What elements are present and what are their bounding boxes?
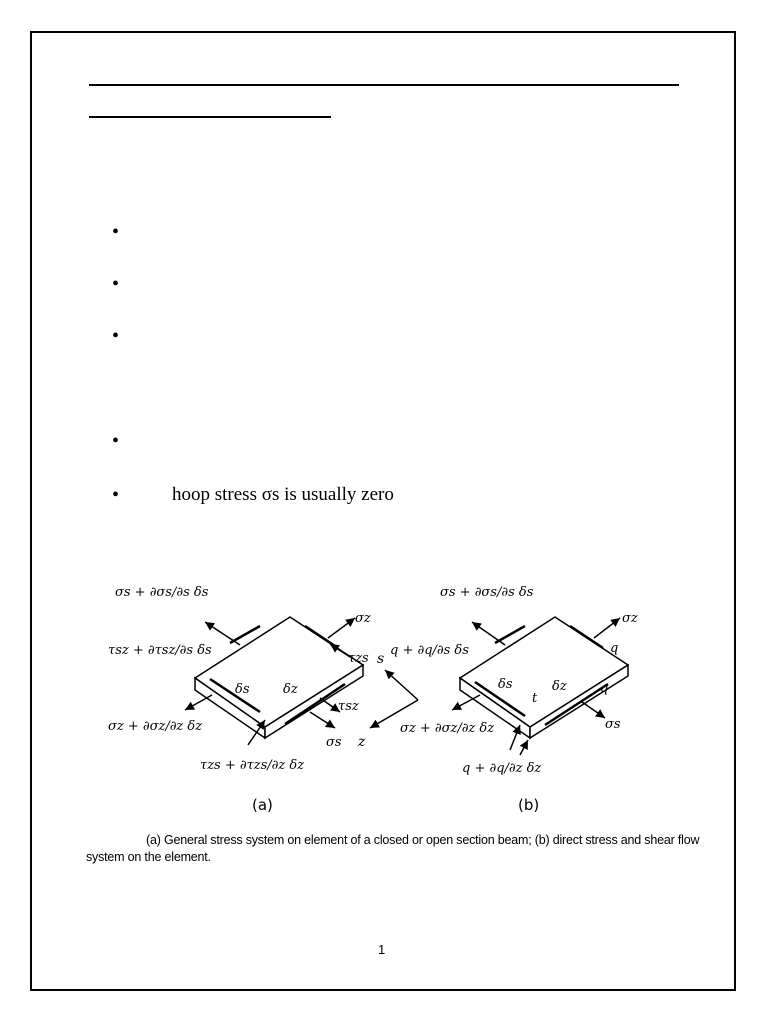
b-q-right: q bbox=[600, 681, 609, 696]
b-q-bottom: q + ∂q/∂z δz bbox=[462, 761, 542, 776]
b-t: t bbox=[532, 691, 538, 706]
axes-sz bbox=[370, 670, 418, 728]
label-a: (a) bbox=[252, 796, 273, 814]
a-tau-zs-bottom: τzs + ∂τzs/∂z δz bbox=[200, 758, 305, 773]
bullet-1: • bbox=[112, 221, 120, 243]
b-q-left: q + ∂q/∂s δs bbox=[390, 643, 469, 658]
b-delta-z: δz bbox=[552, 679, 567, 694]
title-underline-1 bbox=[89, 84, 679, 86]
a-tau-sz: τsz bbox=[338, 699, 359, 714]
page-number: 1 bbox=[378, 942, 386, 957]
a-tau-zs: τzs bbox=[348, 651, 369, 666]
b-sigma-s-top: σs + ∂σs/∂s δs bbox=[440, 585, 534, 600]
b-sigma-z: σz bbox=[622, 611, 638, 626]
bullet-5: • bbox=[112, 484, 120, 506]
a-sigma-s: σs bbox=[326, 735, 342, 750]
a-sigma-z: σz bbox=[355, 611, 371, 626]
bullet-4: • bbox=[112, 430, 120, 452]
a-tau-sz-left: τsz + ∂τsz/∂s δs bbox=[108, 643, 212, 658]
a-sigma-z-left: σz + ∂σz/∂z δz bbox=[108, 719, 203, 734]
b-sigma-s: σs bbox=[605, 717, 621, 732]
axis-z-label: z bbox=[358, 734, 366, 750]
label-b: (b) bbox=[518, 796, 540, 814]
a-delta-s: δs bbox=[235, 682, 250, 697]
title-underline-2 bbox=[89, 116, 331, 118]
axis-s-label: s bbox=[377, 651, 385, 667]
a-delta-z: δz bbox=[283, 682, 298, 697]
b-delta-s: δs bbox=[498, 677, 513, 692]
bullet-3: • bbox=[112, 325, 120, 347]
a-sigma-s-top: σs + ∂σs/∂s δs bbox=[115, 585, 209, 600]
stress-figure bbox=[100, 560, 660, 820]
bullet-2: • bbox=[112, 273, 120, 295]
figure-caption bbox=[86, 832, 700, 866]
caption-line-2: system on the element. bbox=[86, 850, 211, 864]
bullet-5-text: hoop stress σs is usually zero bbox=[172, 484, 394, 505]
b-sigma-z-left: σz + ∂σz/∂z δz bbox=[400, 721, 495, 736]
element-a bbox=[185, 617, 363, 745]
b-q-right-top: q bbox=[610, 641, 619, 656]
caption-line-1: (a) General stress system on element of a closed or open section beam; (b) direct stress and shear flow bbox=[146, 833, 700, 847]
